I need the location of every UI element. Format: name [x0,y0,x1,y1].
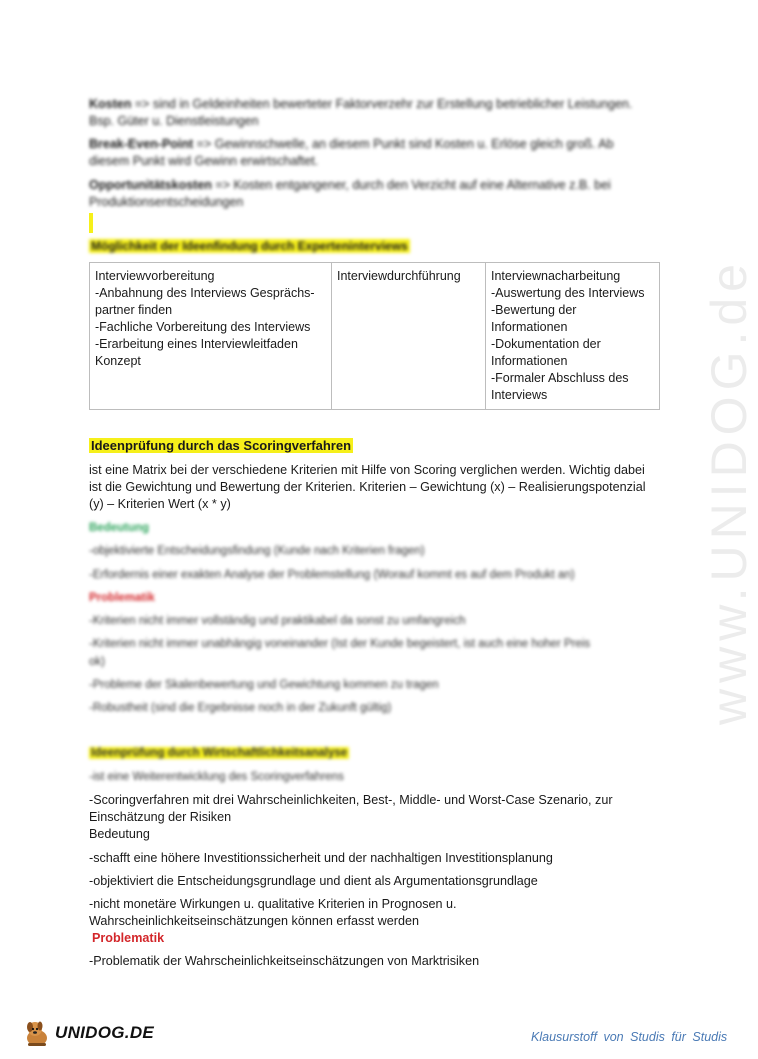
table-cell-durchfuehrung: Interviewdurchführung [332,263,486,410]
list-item: -Erfordernis einer exakten Analyse der Problemstellung (Worauf kommt es auf dem Produkt an) [89,569,575,581]
bep-text: => Gewinnschwelle, an diesem Punkt sind Kosten u. Erlöse gleich groß. Ab diesem Punkt wird Gewinn erwirtschaftet. [89,137,614,168]
list-item: -Kriterien nicht immer unabhängig voneinander (Ist der Kunde begeistert, ist auch eine hoher Preis [89,638,591,650]
scoring-heading: Ideenprüfung durch das Scoringverfahren [91,438,352,453]
list-item: Wahrscheinlichkeitseinschätzungen können erfasst werden [89,914,419,928]
list-item: -objektivierte Entscheidungsfindung (Kunde nach Kriterien fragen) [89,545,425,557]
scoring-problematik-label: Problematik [89,592,155,604]
list-item: -Robustheit (sind die Ergebnisse noch in der Zukunft gültig) [89,702,392,714]
table-cell-vorbereitung: Interviewvorbereitung -Anbahnung des Interviews Gesprächs- partner finden -Fachliche Vorbereitung des Interviews -Erarbeitung eines Interviewleitfaden Konzept [90,263,332,410]
kosten-definition [89,96,649,130]
list-item: ok) [89,656,105,668]
logo-text: UNIDOG.DE [55,1023,155,1042]
experten-heading: Möglichkeit der Ideenfindung durch Experteninterviews [91,239,408,253]
footer-slogan: Klausurstoff von Studis für Studis [531,1030,728,1044]
footer-logo[interactable] [22,1018,154,1048]
interview-table [89,262,660,410]
scoring-text: ist eine Matrix bei der verschiedene Kriterien mit Hilfe von Scoring verglichen werden. Wichtig dabei ist die Gewichtung und Bewertung der Kriterien. Kriterien – Gewichtung (x) – Realisierungspotenzial (y) – Kriterien Wert (x * y) [89,463,646,511]
list-item: -Kriterien nicht immer vollständig und praktikabel da sonst zu umfangreich [89,615,466,627]
opp-term: Opportunitätskosten [89,178,212,192]
highlight-marker [89,213,93,233]
table-cell-nacharbeitung: Interviewnacharbeitung -Auswertung des Interviews -Bewertung der Informationen -Dokumentation der Informationen -Formaler Abschluss des Interviews [486,263,660,410]
dog-mascot-icon [22,1018,52,1048]
wirtschaft-heading: Ideenprüfung durch Wirtschaftlichkeitsanalyse [91,747,348,759]
wirtschaft-line1: -Scoringverfahren mit drei Wahrscheinlichkeiten, Best-, Middle- und Worst-Case Szenario, zur [89,793,613,807]
wirtschaft-line2: Einschätzung der Risiken [89,810,232,824]
list-item: -schafft eine höhere Investitionssicherheit und der nachhaltigen Investitionsplanung [89,851,553,865]
opportunitaetskosten-definition [89,177,649,211]
list-item: -Probleme der Skalenbewertung und Gewichtung kommen zu tragen [89,679,439,691]
list-item: -objektiviert die Entscheidungsgrundlage und dient als Argumentationsgrundlage [89,874,538,888]
wirtschaft-problematik-label: Problematik [92,931,165,945]
kosten-term: Kosten [89,97,132,111]
table-row [90,263,660,410]
wirtschaft-bedeutung-label: Bedeutung [89,827,150,841]
watermark: www.UNIDOG.de [701,258,757,725]
wirtschaft-sub: -ist eine Weiterentwicklung des Scoringverfahrens [89,771,344,783]
opp-text: => Kosten entgangener, durch den Verzicht auf eine Alternative z.B. bei Produktionsentscheidungen [89,178,611,209]
kosten-text: => sind in Geldeinheiten bewerteter Faktorverzehr zur Erstellung betrieblicher Leistungen. Bsp. Güter u. Dienstleistungen [89,97,633,128]
list-item: -Problematik der Wahrscheinlichkeitseinschätzungen von Marktrisiken [89,954,480,968]
bep-term: Break-Even-Point [89,137,194,151]
list-item: -nicht monetäre Wirkungen u. qualitative Kriterien in Prognosen u. [89,897,457,911]
bep-definition [89,136,649,170]
scoring-bedeutung-label: Bedeutung [89,522,150,534]
